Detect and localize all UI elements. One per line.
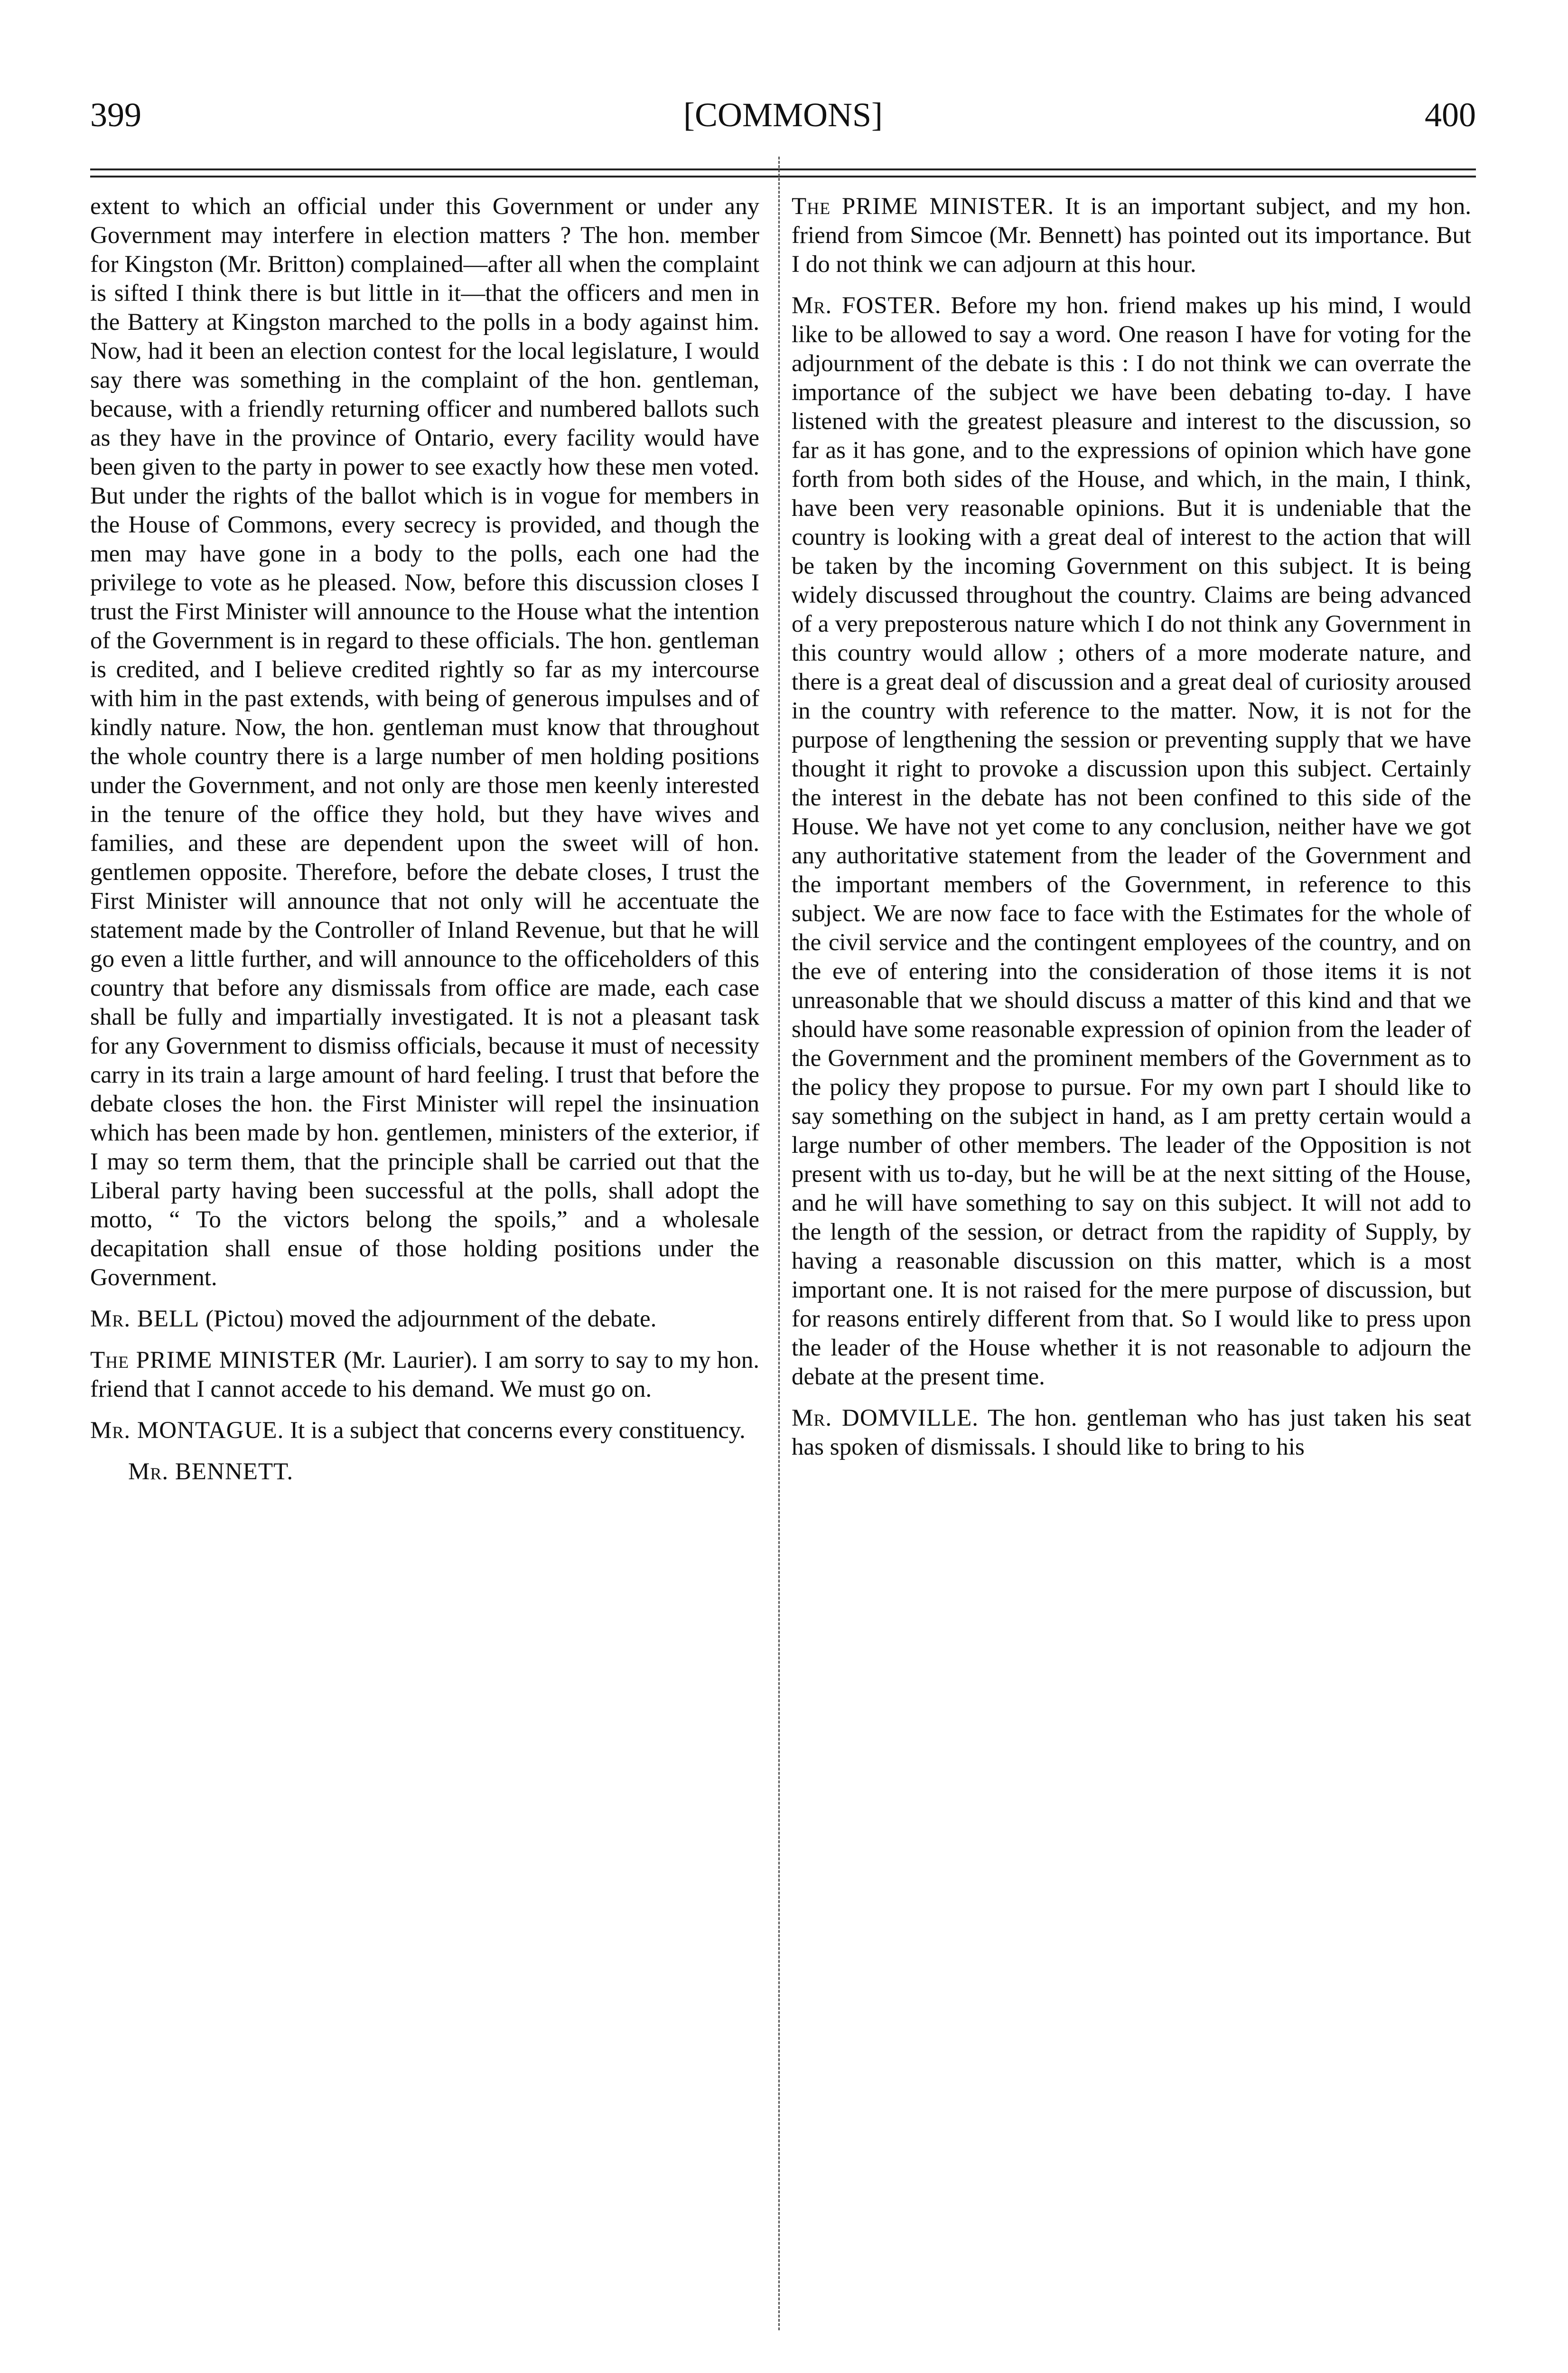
right-column (792, 192, 1471, 1462)
speech-paragraph (90, 1346, 759, 1404)
speaker-name: Mr. MONTAGUE. (90, 1417, 284, 1444)
speech-paragraph (90, 1416, 759, 1445)
speech-paragraph (792, 192, 1471, 279)
speaker-name: Mr. FOSTER. (792, 292, 942, 319)
speech-paragraph (90, 1305, 759, 1334)
speaker-name: The PRIME MINISTER. (792, 193, 1055, 220)
speech-text: (Mr. Laurier). I am sorry to say to my hon. friend that I cannot accede to his demand. We must go on. (90, 1347, 759, 1402)
paragraph: extent to which an official under this Government or under any Government may interfere in election matters ? The hon. member for Kingston (Mr. Britton) complained—after all when the complaint is sifted I think there is but little in it—that the officers and men in the Battery at Kingston marched to the polls in a body against him. Now, had it been an election contest for the local legislature, I would say there was something in the complaint of the hon. gentleman, because, with a friendly returning officer and numbered ballots such as they have in the province of Ontario, every facility would have been given to the party in power to see exactly how these men voted. But under the rights of the ballot which is in vogue for members in the House of Commons, every secrecy is provided, and though the men may have gone in a body to the polls, each one had the privilege to vote as he pleased. Now, before this discussion closes I trust the First Minister will announce to the House what the intention of the Government is in regard to these officials. The hon. gentleman is credited, and I believe credited rightly so far as my intercourse with him in the past extends, with being of generous impulses and of kindly nature. Now, the hon. gentleman must know that throughout the whole country there is a large number of men holding positions under the Government, and not only are those men keenly interested in the tenure of the office they hold, but they have wives and families, and these are dependent upon the sweet will of hon. gentlemen opposite. Therefore, before the debate closes, I trust the First Minister will announce that not only will he accentuate the statement made by the Controller of Inland Revenue, but that he will go even a little further, and will announce to the officeholders of this country that before any dismissals from office are made, each case shall be fully and impartially investigated. It is not a pleasant task for any Government to dismiss officials, because it must of necessity carry in its train a large amount of hard feeling. I trust that before the debate closes the hon. the First Minister will repel the insinuation which has been made by hon. gentlemen, ministers of the exterior, if I may so term them, that the principle shall be carried out that the Liberal party having been successful at the polls, shall adopt the motto, “ To the victors belong the spoils,” and a wholesale decapitation shall ensue of those holding positions under the Government. (90, 193, 759, 1291)
speaker-name: Mr. DOMVILLE. (792, 1405, 979, 1431)
speech-text: Before my hon. friend makes up his mind, I would like to be allowed to say a word. One reason I have for voting for the adjournment of the debate is this : I do not think we can overrate the importance of the subject we have been debating to-day. I have listened with the greatest pleasure and interest to the discussion, so far as it has gone, and to the expressions of opinion which have gone forth from both sides of the House, and which, in the main, I think, have been very reasonable opinions. But it is undeniable that the country is looking with a great deal of interest to the action that will be taken by the incoming Government on this subject. It is being widely discussed throughout the country. Claims are being advanced of a very preposterous nature which I do not think any Government in this country would allow ; others of a more moderate nature, and there is a great deal of discussion and a great deal of curiosity aroused in the country with reference to the matter. Now, it is not for the purpose of lengthening the session or preventing supply that we have thought it right to provoke a discussion upon this subject. Certainly the interest in the debate has not been confined to this side of the House. We have not yet come to any conclusion, neither have we got any authoritative statement from the leader of the Government and the important members of the Government, in reference to this subject. We are now face to face with the Estimates for the whole of the civil service and the contingent employees of the country, and on the eve of entering into the consideration of those items it is not unreasonable that we should discuss a matter of this kind and that we should have some reasonable expression of opinion from the leader of the Government and the prominent members of the Government as to the policy they propose to pursue. For my own part I should like to say something on the subject in hand, as I am pretty certain would a large number of other members. The leader of the Opposition is not present with us to-day, but he will be at the next sitting of the House, and he will have something to say on this subject. It will not add to the length of the session, or detract from the rapidity of Supply, by having a reasonable discussion on this matter, which is a most important one. It is not raised for the mere purpose of discussion, but for reasons entirely different from that. So I would like to press upon the leader of the House whether it is not reasonable to adjourn the debate at the present time. (792, 292, 1472, 1390)
left-column (90, 192, 759, 1486)
header-rule-bottom (90, 176, 1476, 178)
page-header (90, 91, 1476, 143)
column-divider (778, 157, 780, 2330)
running-title: [COMMONS] (683, 96, 883, 134)
speech-paragraph (90, 1457, 759, 1486)
page-number-right: 400 (1425, 96, 1476, 134)
speech-text: The hon. gentleman who has just taken his seat has spoken of dismissals. I should like to bring to his (792, 1405, 1471, 1460)
speech-text: (Pictou) moved the adjournment of the debate. (199, 1306, 657, 1332)
speech-text: It is a subject that concerns every constituency. (284, 1417, 746, 1444)
speech-paragraph (792, 291, 1471, 1392)
speech-paragraph (792, 1404, 1471, 1462)
speaker-name: Mr. BENNETT. (128, 1458, 294, 1485)
speech-text: It is an important subject, and my hon. friend from Simcoe (Mr. Bennett) has pointed out its importance. But I do not think we can adjourn at this hour. (792, 193, 1471, 278)
speaker-name: The PRIME MINISTER (90, 1347, 337, 1373)
page-number-left: 399 (90, 96, 141, 134)
header-rule-top (90, 168, 1476, 170)
speaker-name: Mr. BELL (90, 1306, 200, 1332)
